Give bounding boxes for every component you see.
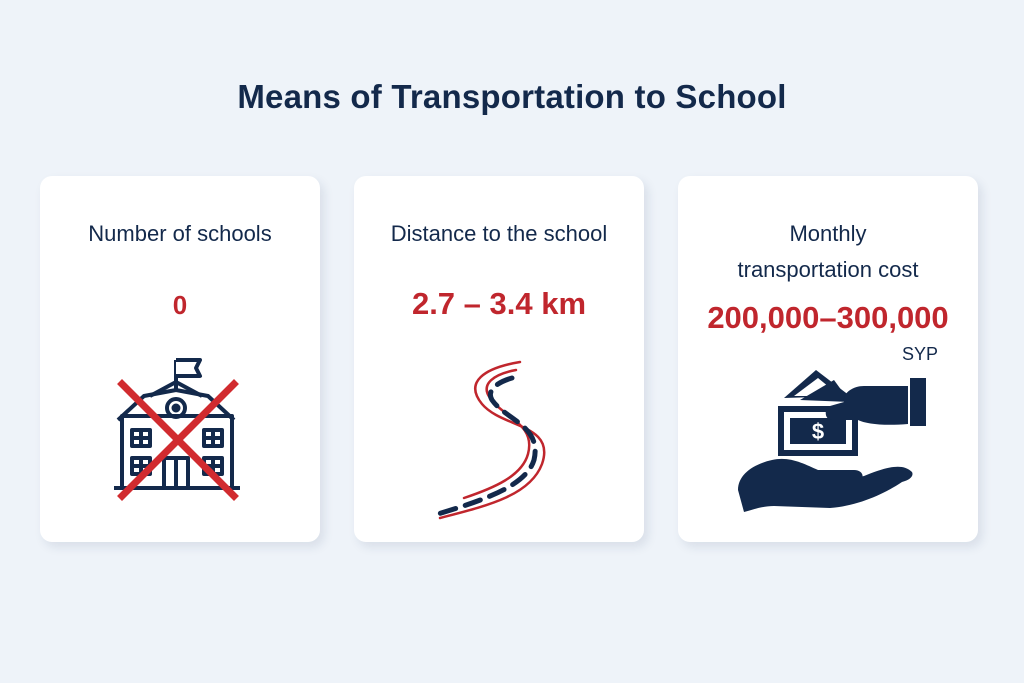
card-label-cost-line1: Monthly [789, 221, 867, 246]
card-distance-to-school [354, 176, 644, 542]
hand-paying-money-icon [734, 366, 934, 516]
card-label-schools: Number of schools [88, 221, 272, 246]
card-value-distance: 2.7 – 3.4 km [411, 286, 587, 321]
card-value-schools: 0 [172, 290, 188, 320]
card-monthly-transportation-cost [678, 176, 978, 542]
card-label-distance: Distance to the school [390, 221, 608, 246]
winding-road-icon [424, 354, 574, 524]
card-label-cost-line2: transportation cost [737, 257, 919, 282]
card-number-of-schools [40, 176, 320, 542]
school-crossed-out-icon [110, 354, 250, 504]
card-value-cost: 200,000–300,000 [707, 300, 949, 335]
page-title: Means of Transportation to School [237, 78, 787, 115]
svg-text:$: $ [811, 419, 825, 444]
card-unit-cost: SYP [901, 344, 938, 364]
